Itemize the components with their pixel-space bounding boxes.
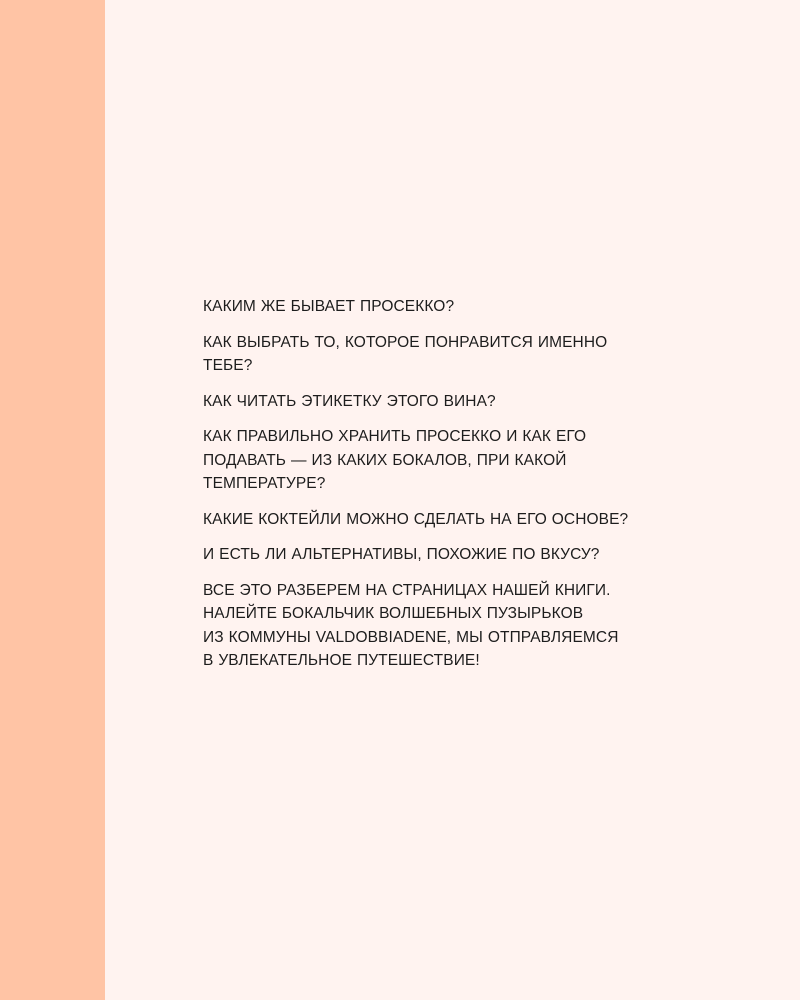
left-color-band [0,0,105,1000]
paragraph-question-alternatives: И ЕСТЬ ЛИ АЛЬТЕРНАТИВЫ, ПОХОЖИЕ ПО ВКУСУ? [203,546,600,563]
intro-text-block [203,295,673,685]
paragraph-question-storage: КАК ПРАВИЛЬНО ХРАНИТЬ ПРОСЕККО И КАК ЕГО ПОДАВАТЬ — ИЗ КАКИХ БОКАЛОВ, ПРИ КАКОЙ ТЕМПЕРАТУРЕ? [203,428,587,492]
paragraph-question-label: КАК ЧИТАТЬ ЭТИКЕТКУ ЭТОГО ВИНА? [203,392,496,410]
book-page [105,0,800,1000]
paragraph-question-choose: КАК ВЫБРАТЬ ТО, КОТОРОЕ ПОНРАВИТСЯ ИМЕННО ТЕБЕ? [203,333,608,374]
paragraph-question-cocktails: КАКИЕ КОКТЕЙЛИ МОЖНО СДЕЛАТЬ НА ЕГО ОСНОВЕ? [203,510,629,528]
paragraph-question-types: КАКИМ ЖЕ БЫВАЕТ ПРОСЕККО? [203,298,455,315]
paragraph-invitation: ВСЕ ЭТО РАЗБЕРЕМ НА СТРАНИЦАХ НАШЕЙ КНИГИ. НАЛЕЙТЕ БОКАЛЬЧИК ВОЛШЕБНЫХ ПУЗЫРЬКОВ ИЗ КОММУНЫ VALDOBBIADENE, МЫ ОТПРАВЛЯЕМСЯ В УВЛЕКАТЕЛЬНОЕ ПУТЕШЕСТВИЕ! [203,581,619,669]
